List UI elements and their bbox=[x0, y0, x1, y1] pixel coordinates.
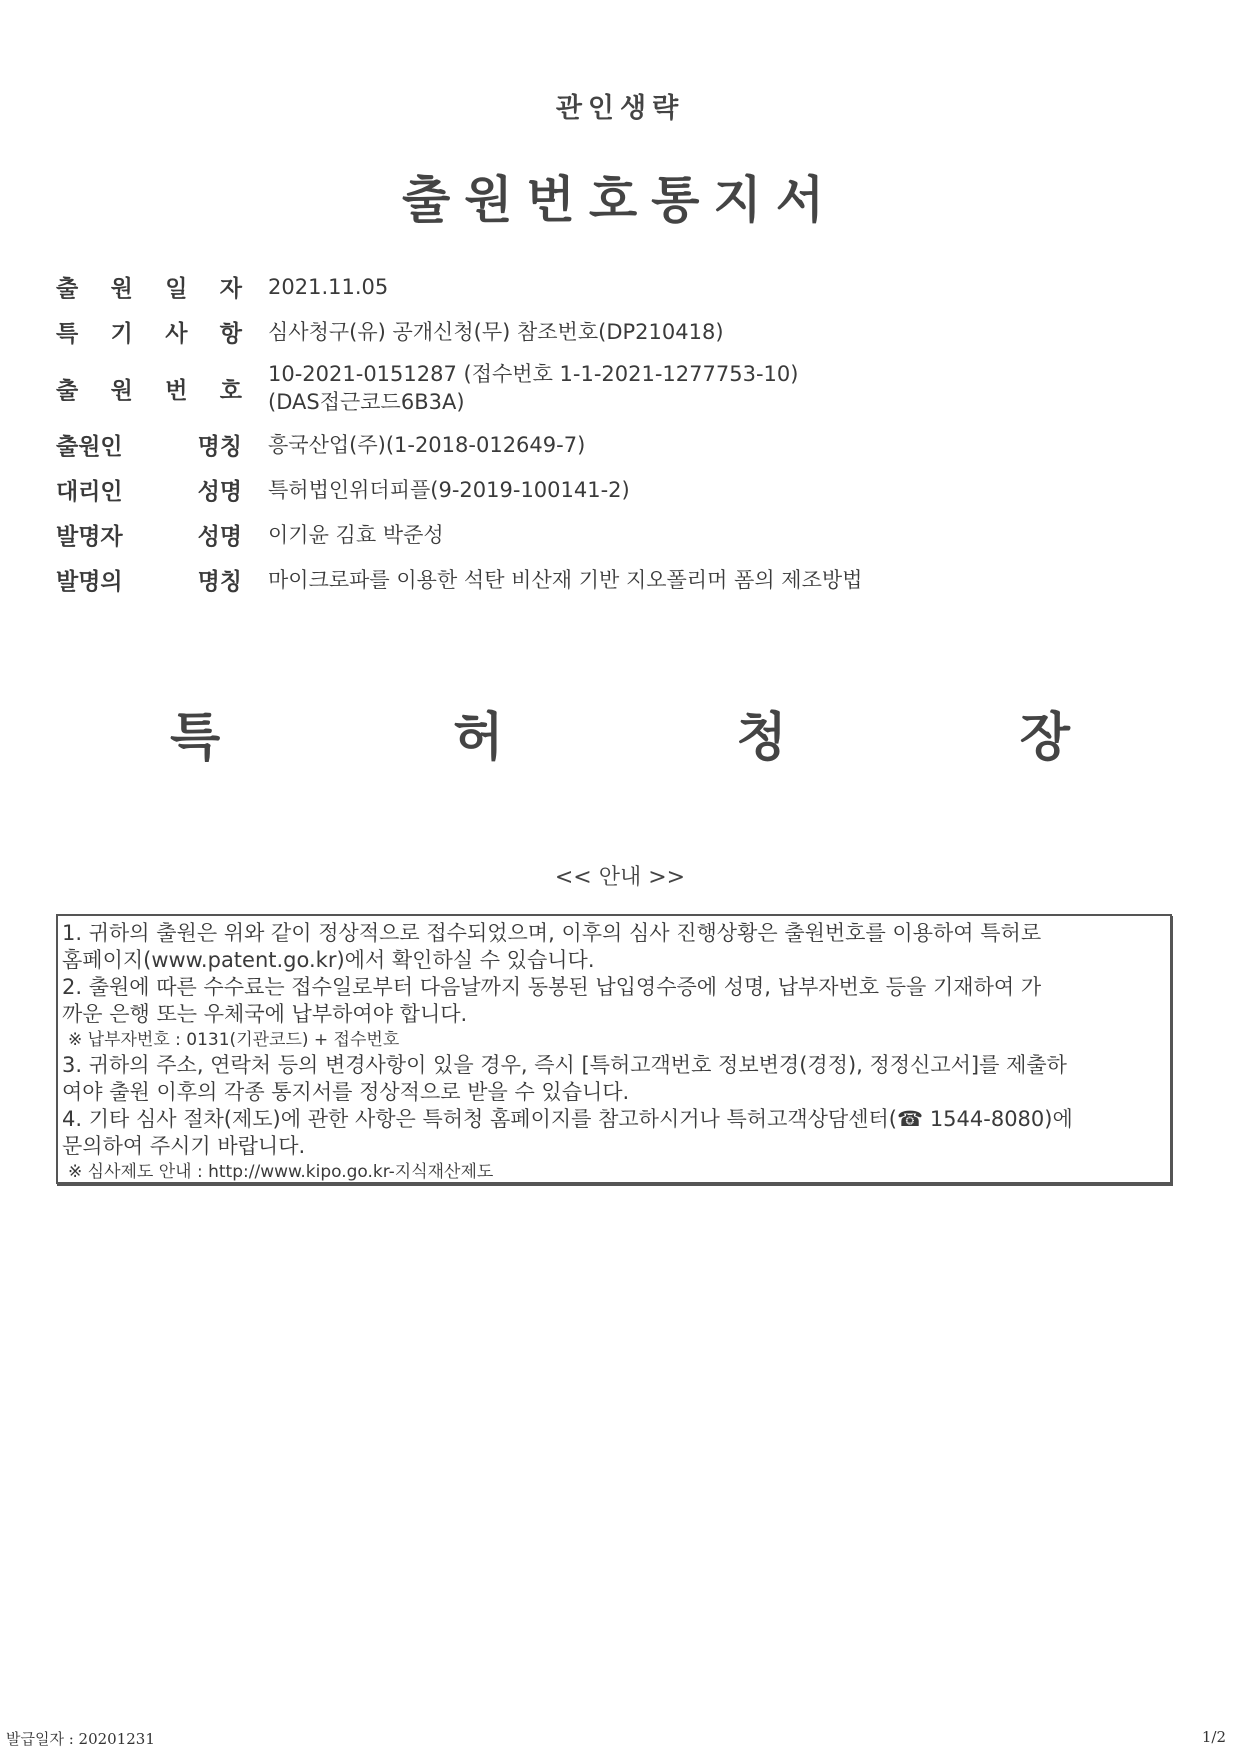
row-filing-date bbox=[56, 270, 1176, 303]
issuer-char: 특 bbox=[170, 708, 221, 768]
label-char: 특 bbox=[56, 321, 79, 347]
row-inventor-names bbox=[56, 518, 1176, 551]
label-word: 대리인 bbox=[56, 479, 123, 505]
value-special-notes: 심사청구(유) 공개신청(무) 참조번호(DP210418) bbox=[268, 319, 724, 344]
label-word: 성명 bbox=[197, 524, 242, 550]
value-inventor-names: 이기윤 김효 박준성 bbox=[268, 522, 444, 547]
row-invention-title bbox=[56, 563, 1176, 596]
issuer-char: 허 bbox=[453, 708, 504, 768]
guide-line: 3. 귀하의 주소, 연락처 등의 변경사항이 있을 경우, 즉시 [특허고객번호 정보변경(경정), 정정신고서]를 제출하 bbox=[62, 1053, 1067, 1077]
row-agent-name bbox=[56, 473, 1176, 506]
label-filing-date bbox=[56, 270, 242, 303]
guide-line: 까운 은행 또는 우체국에 납부하여야 합니다. bbox=[62, 1002, 468, 1026]
label-char: 출 bbox=[56, 377, 79, 404]
label-char: 자 bbox=[219, 276, 242, 302]
row-application-number bbox=[56, 360, 1176, 416]
guide-line: 4. 기타 심사 절차(제도)에 관한 사항은 특허청 홈페이지를 참고하시거나 특허고객상담센터(☎ 1544-8080)에 bbox=[62, 1107, 1073, 1131]
label-char: 기 bbox=[110, 321, 133, 347]
label-applicant-name bbox=[56, 428, 242, 461]
label-char: 사 bbox=[165, 321, 188, 347]
label-application-number bbox=[56, 372, 242, 405]
label-word: 성명 bbox=[197, 479, 242, 505]
label-word: 명칭 bbox=[197, 569, 242, 595]
row-applicant-name bbox=[56, 428, 1176, 461]
issuer-char: 청 bbox=[736, 708, 787, 768]
guide-heading: << 안내 >> bbox=[554, 865, 686, 890]
label-char: 항 bbox=[219, 321, 242, 347]
label-word: 발명자 bbox=[56, 524, 123, 550]
application-info-table bbox=[56, 270, 1176, 608]
label-char: 번 bbox=[165, 377, 188, 404]
row-special-notes bbox=[56, 315, 1176, 348]
guide-note-payer-number: ※ 납부자번호 : 0131(기관코드) + 접수번호 bbox=[68, 1030, 400, 1050]
seal-omitted-text: 관인생략 bbox=[555, 93, 685, 124]
label-char: 호 bbox=[219, 377, 242, 404]
value-filing-date: 2021.11.05 bbox=[268, 274, 389, 299]
page-number: 1/2 bbox=[1201, 1728, 1226, 1746]
label-inventor-names bbox=[56, 518, 242, 551]
guide-line: 홈페이지(www.patent.go.kr)에서 확인하실 수 있습니다. bbox=[62, 948, 595, 972]
guide-line: 1. 귀하의 출원은 위와 같이 정상적으로 접수되었으며, 이후의 심사 진행상황은 출원번호를 이용하여 특허로 bbox=[62, 921, 1042, 945]
value-application-number: 10-2021-0151287 (접수번호 1-1-2021-1277753-10) (DAS접근코드6B3A) bbox=[268, 362, 799, 414]
label-char: 출 bbox=[56, 276, 79, 302]
value-invention-title: 마이크로파를 이용한 석탄 비산재 기반 지오폴리머 폼의 제조방법 bbox=[268, 567, 863, 592]
document-title: 출원번호통지서 bbox=[401, 171, 839, 229]
issuer-char: 장 bbox=[1019, 708, 1070, 768]
label-word: 명칭 bbox=[197, 434, 242, 460]
label-char: 원 bbox=[110, 276, 133, 302]
label-word: 발명의 bbox=[56, 569, 123, 595]
guide-box bbox=[56, 914, 1172, 1184]
value-agent-name: 특허법인위더피플(9-2019-100141-2) bbox=[268, 477, 630, 502]
issue-date: 발급일자 : 20201231 bbox=[6, 1730, 155, 1748]
value-applicant-name: 흥국산업(주)(1-2018-012649-7) bbox=[268, 432, 586, 457]
label-agent-name bbox=[56, 473, 242, 506]
label-special-notes bbox=[56, 315, 242, 348]
label-word: 출원인 bbox=[56, 434, 123, 460]
guide-line: 여야 출원 이후의 각종 통지서를 정상적으로 받을 수 있습니다. bbox=[62, 1080, 630, 1104]
issuer-commissioner bbox=[170, 695, 1070, 770]
label-char: 일 bbox=[165, 276, 188, 302]
guide-line: 2. 출원에 따른 수수료는 접수일로부터 다음날까지 동봉된 납입영수증에 성명, 납부자번호 등을 기재하여 가 bbox=[62, 975, 1042, 999]
label-invention-title bbox=[56, 563, 242, 596]
label-char: 원 bbox=[110, 377, 133, 404]
guide-line: 문의하여 주시기 바랍니다. bbox=[62, 1134, 306, 1158]
guide-note-exam-system: ※ 심사제도 안내 : http://www.kipo.go.kr-지식재산제도 bbox=[68, 1162, 494, 1182]
